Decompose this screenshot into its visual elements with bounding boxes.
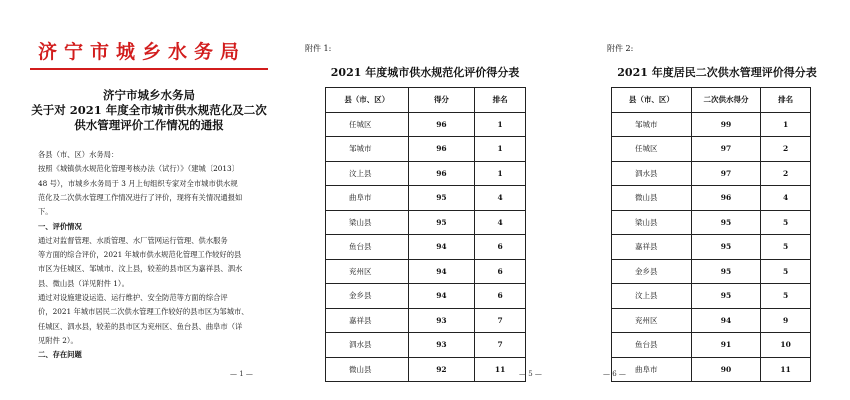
cell-score: 94 [691, 308, 761, 333]
body-line: 下。 [38, 207, 53, 217]
org-header: 济宁市城乡水务局 [38, 41, 247, 63]
table-row [612, 112, 811, 137]
table-row [326, 210, 526, 235]
score-table-2 [611, 87, 811, 382]
table-row [326, 259, 526, 284]
cell-rank: 7 [475, 333, 526, 358]
notice-page [0, 0, 285, 400]
red-divider [30, 68, 268, 70]
cell-county: 兖州区 [326, 259, 409, 284]
header-rank: 排名 [761, 88, 811, 113]
body-line: 县、微山县（详见附件 1）。 [38, 278, 129, 288]
cell-county: 曲阜市 [326, 186, 409, 211]
cell-rank: 10 [761, 333, 811, 358]
annex-label: 附件 2: [607, 44, 634, 53]
section-heading: 二、存在问题 [38, 350, 82, 360]
table-row [612, 210, 811, 235]
body-line: 各县（市、区）水务局： [38, 150, 119, 159]
cell-score: 93 [408, 333, 475, 358]
cell-county: 微山县 [612, 186, 692, 211]
cell-county: 金乡县 [612, 259, 692, 284]
cell-score: 99 [691, 112, 761, 137]
cell-rank: 9 [761, 308, 811, 333]
header-score: 得分 [408, 88, 475, 113]
section-heading: 一、评价情况 [38, 221, 82, 231]
cell-county: 嘉祥县 [612, 235, 692, 260]
body-line: 通过对设施建设运造、运行维护、安全防范等方面的综合评 [38, 293, 228, 302]
table-row [326, 137, 526, 162]
body-line: 任城区、泗水县，较差的县市区为兖州区、鱼台县、曲阜市（详 [38, 321, 243, 331]
cell-rank: 6 [475, 284, 526, 309]
body-line: 48 号），市城乡水务局于 3 月上旬组织专家对全市城市供水规 [38, 178, 238, 188]
cell-score: 96 [691, 186, 761, 211]
cell-rank: 4 [761, 186, 811, 211]
cell-county: 梁山县 [326, 210, 409, 235]
cell-score: 95 [691, 210, 761, 235]
table-row [612, 284, 811, 309]
table-row [612, 186, 811, 211]
table-row [326, 235, 526, 260]
cell-score: 95 [691, 284, 761, 309]
cell-score: 94 [408, 259, 475, 284]
cell-rank: 2 [761, 161, 811, 186]
header-rank: 排名 [475, 88, 526, 113]
body-line: 范化及二次供水管理工作情况进行了评价，现将有关情况通报如 [38, 192, 243, 202]
cell-score: 94 [408, 235, 475, 260]
cell-score: 97 [691, 137, 761, 162]
cell-score: 97 [691, 161, 761, 186]
cell-county: 任城区 [326, 112, 409, 137]
cell-score: 91 [691, 333, 761, 358]
cell-county: 邹城市 [612, 112, 692, 137]
cell-county: 任城区 [612, 137, 692, 162]
cell-score: 90 [691, 357, 761, 382]
cell-county: 泗水县 [612, 161, 692, 186]
cell-rank: 6 [475, 235, 526, 260]
cell-rank: 1 [475, 161, 526, 186]
cell-score: 93 [408, 308, 475, 333]
cell-rank: 6 [475, 259, 526, 284]
page-number: — 1 — [230, 370, 253, 378]
page-number: — 6 — [603, 370, 626, 378]
header-county: 县（市、区） [326, 88, 409, 113]
cell-score: 92 [408, 357, 475, 382]
body-line: 市区为任城区、邹城市、汶上县，较差的县市区为嘉祥县、泗水 [38, 264, 243, 274]
body-line: 通过对监督管理、水质管理、水厂管网运行管理、供水服务 [38, 235, 228, 245]
cell-rank: 2 [761, 137, 811, 162]
table-row [326, 333, 526, 358]
cell-score: 96 [408, 161, 475, 186]
table-row [612, 357, 811, 382]
table-row [326, 161, 526, 186]
body-line: 按照《城镇供水规范化管理考核办法（试行）》（建城〔2013〕 [38, 164, 239, 174]
cell-score: 95 [691, 235, 761, 260]
cell-score: 94 [408, 284, 475, 309]
cell-rank: 1 [761, 112, 811, 137]
body-line: 价，2021 年城市居民二次供水管理工作较好的县市区为邹城市、 [38, 307, 249, 317]
cell-rank: 5 [761, 259, 811, 284]
cell-county: 梁山县 [612, 210, 692, 235]
cell-county: 鱼台县 [612, 333, 692, 358]
table-row [612, 333, 811, 358]
table-row [326, 186, 526, 211]
cell-rank: 1 [475, 137, 526, 162]
table-row [612, 308, 811, 333]
table-header-row [326, 88, 526, 113]
header-county: 县（市、区） [612, 88, 692, 113]
cell-rank: 4 [475, 210, 526, 235]
table-row [612, 259, 811, 284]
cell-county: 金乡县 [326, 284, 409, 309]
cell-county: 邹城市 [326, 137, 409, 162]
cell-county: 鱼台县 [326, 235, 409, 260]
cell-score: 96 [408, 112, 475, 137]
table-header-row [612, 88, 811, 113]
page-number: — 5 — [519, 370, 542, 378]
table-title: 2021 年度居民二次供水管理评价得分表 [617, 66, 817, 79]
table-row [326, 112, 526, 137]
body-line: 等方面的综合评价，2021 年城市供水规范化管理工作较好的县 [38, 250, 242, 260]
annex-2-page [568, 0, 850, 400]
doc-title-line-1: 济宁市城乡水务局 [103, 88, 195, 102]
cell-rank: 4 [475, 186, 526, 211]
cell-rank: 1 [475, 112, 526, 137]
table-row [326, 284, 526, 309]
cell-rank: 7 [475, 308, 526, 333]
cell-rank: 11 [475, 357, 526, 382]
doc-title-line-3: 供水管理评价工作情况的通报 [74, 118, 224, 132]
cell-rank: 5 [761, 235, 811, 260]
cell-score: 95 [408, 186, 475, 211]
cell-county: 汶上县 [326, 161, 409, 186]
table-row [612, 161, 811, 186]
cell-county: 曲阜市 [612, 357, 692, 382]
cell-county: 兖州区 [612, 308, 692, 333]
doc-title-line-2: 关于对 2021 年度全市城市供水规范化及二次 [31, 103, 267, 117]
score-table-1 [325, 87, 526, 382]
cell-rank: 5 [761, 210, 811, 235]
table-row [612, 137, 811, 162]
cell-county: 嘉祥县 [326, 308, 409, 333]
header-score: 二次供水得分 [691, 88, 761, 113]
cell-score: 95 [408, 210, 475, 235]
annex-1-page [285, 0, 568, 400]
table-row [612, 235, 811, 260]
cell-rank: 5 [761, 284, 811, 309]
cell-score: 95 [691, 259, 761, 284]
table-row [326, 357, 526, 382]
cell-county: 泗水县 [326, 333, 409, 358]
body-line: 见附件 2）。 [38, 335, 78, 345]
table-row [326, 308, 526, 333]
cell-rank: 11 [761, 357, 811, 382]
table-title: 2021 年度城市供水规范化评价得分表 [330, 66, 520, 79]
cell-score: 96 [408, 137, 475, 162]
annex-label: 附件 1: [305, 44, 332, 53]
cell-county: 汶上县 [612, 284, 692, 309]
cell-county: 微山县 [326, 357, 409, 382]
